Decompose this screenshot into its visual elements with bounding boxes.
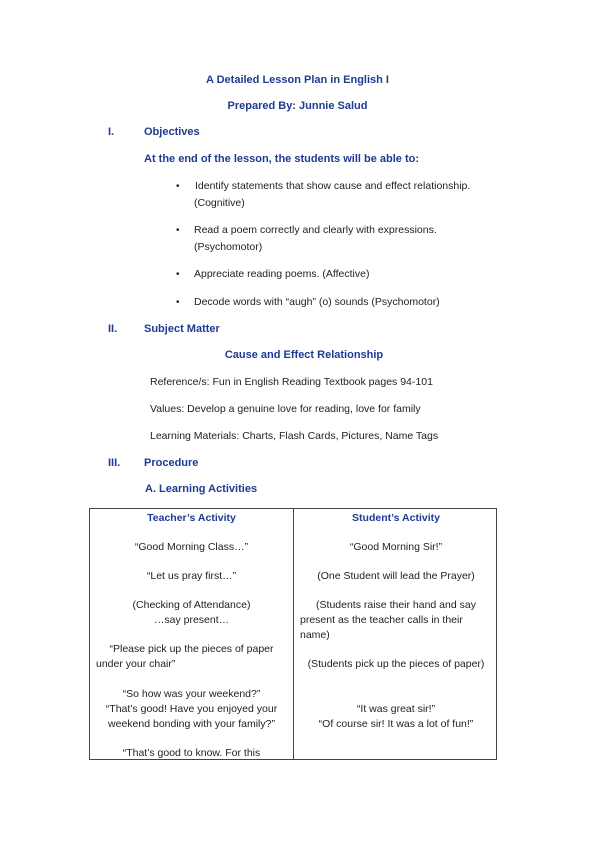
learning-activities-heading: A. Learning Activities xyxy=(145,483,258,495)
teacher-paper-2: under your chair” xyxy=(96,658,176,670)
teacher-weekend-1: “So how was your weekend?” xyxy=(122,688,261,700)
student-attendance-3: name) xyxy=(300,629,330,641)
teacher-attendance-1: (Checking of Attendance) xyxy=(132,599,251,611)
student-paper: (Students pick up the pieces of paper) xyxy=(307,658,485,670)
student-attendance-1: (Students raise their hand and say xyxy=(316,599,476,611)
bullet-icon: • xyxy=(176,181,180,192)
subject-values: Values: Develop a genuine love for reading, love for family xyxy=(150,403,421,415)
teacher-weekend-2: “That’s good! Have you enjoyed your xyxy=(105,703,278,715)
section-numeral-procedure: III. xyxy=(108,457,121,469)
student-attendance-2: present as the teacher calls in their xyxy=(300,614,463,626)
subject-materials: Learning Materials: Charts, Flash Cards, Pictures, Name Tags xyxy=(150,430,439,442)
prepared-by: Prepared By: Junnie Salud xyxy=(227,100,368,112)
teacher-activity-column xyxy=(90,509,293,759)
section-heading-procedure: Procedure xyxy=(144,457,199,469)
teacher-know: “That’s good to know. For this xyxy=(122,747,261,759)
objective-1-line1: Identify statements that show cause and effect relationship. xyxy=(195,180,471,192)
objective-4-line1: Decode words with “augh” (o) sounds (Psychomotor) xyxy=(194,296,440,308)
student-activity-header: Student’s Activity xyxy=(352,512,440,524)
section-heading-subject-matter: Subject Matter xyxy=(144,323,220,335)
student-activity-column xyxy=(294,509,498,759)
objective-3-line1: Appreciate reading poems. (Affective) xyxy=(194,268,370,280)
objectives-intro: At the end of the lesson, the students will be able to: xyxy=(144,153,420,165)
student-good-morning: “Good Morning Sir!” xyxy=(349,541,443,553)
teacher-pray: “Let us pray first…” xyxy=(146,570,237,582)
document-title: A Detailed Lesson Plan in English I xyxy=(206,74,389,86)
objective-2-line2: (Psychomotor) xyxy=(194,241,263,253)
subject-title: Cause and Effect Relationship xyxy=(224,349,384,361)
teacher-good-morning: “Good Morning Class…” xyxy=(134,541,249,553)
teacher-weekend-3: weekend bonding with your family?” xyxy=(108,718,275,730)
student-pray: (One Student will lead the Prayer) xyxy=(317,570,475,582)
activity-table xyxy=(89,508,497,760)
student-great: “It was great sir!” xyxy=(356,703,436,715)
teacher-attendance-2: …say present… xyxy=(153,614,230,626)
subject-reference: Reference/s: Fun in English Reading Textbook pages 94-101 xyxy=(150,376,433,388)
bullet-icon: • xyxy=(176,269,180,280)
objective-2-line1: Read a poem correctly and clearly with expressions. xyxy=(194,224,437,236)
bullet-icon: • xyxy=(176,225,180,236)
teacher-activity-header: Teacher’s Activity xyxy=(147,512,236,524)
teacher-paper-1: “Please pick up the pieces of paper xyxy=(109,643,274,655)
objective-1-line2: (Cognitive) xyxy=(194,197,245,209)
section-numeral-objectives: I. xyxy=(108,126,115,138)
bullet-icon: • xyxy=(176,297,180,308)
section-heading-objectives: Objectives xyxy=(144,126,200,138)
section-numeral-subject-matter: II. xyxy=(108,323,118,335)
student-fun: “Of course sir! It was a lot of fun!” xyxy=(318,718,474,730)
